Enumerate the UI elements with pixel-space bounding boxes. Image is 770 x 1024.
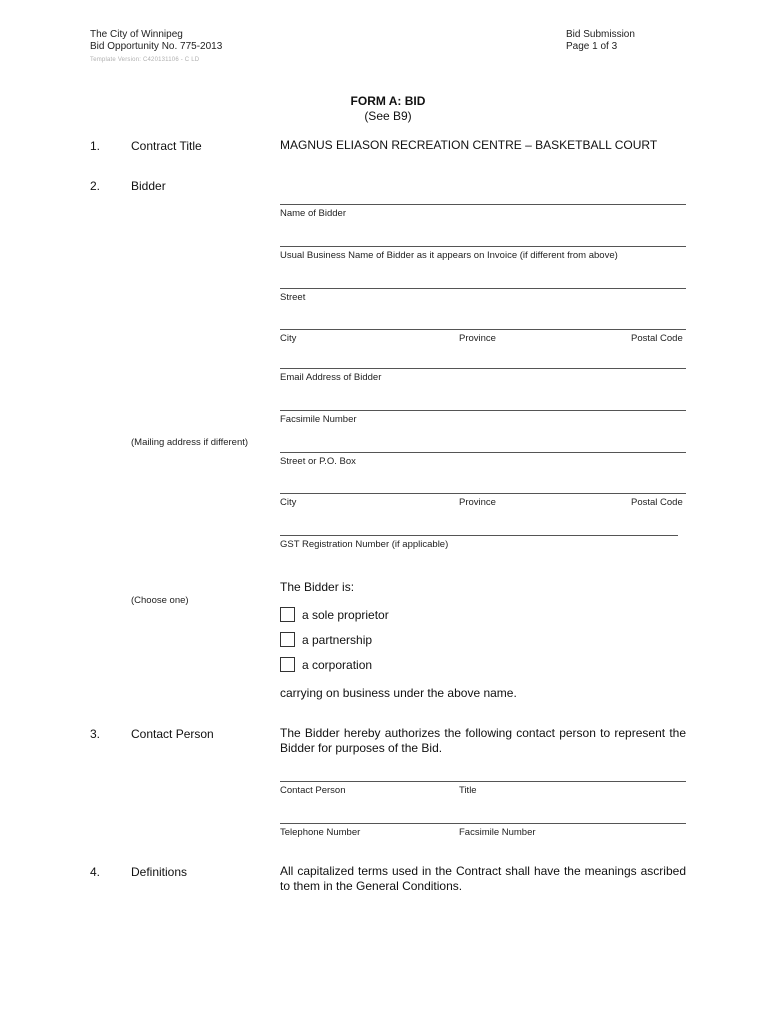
street-caption: Street <box>280 292 306 303</box>
sole-proprietor-label: a sole proprietor <box>302 608 389 622</box>
corporation-label: a corporation <box>302 658 373 672</box>
mail-street-field[interactable] <box>280 452 686 453</box>
mail-postal-code-caption: Postal Code <box>631 497 683 508</box>
carrying-on-text: carrying on business under the above name. <box>280 686 517 700</box>
fax-caption: Facsimile Number <box>280 414 357 425</box>
form-subtitle: (See B9) <box>364 109 412 123</box>
partnership-label: a partnership <box>302 633 373 647</box>
city-caption: City <box>280 333 297 344</box>
mail-city-caption: City <box>280 497 297 508</box>
email-caption: Email Address of Bidder <box>280 372 382 383</box>
section-1-label: Contract Title <box>131 139 202 153</box>
contact-person-text: The Bidder hereby authorizes the following contact person to represent the Bidder for purposes of the Bid. <box>280 726 686 755</box>
contact-fax-caption: Facsimile Number <box>459 827 536 838</box>
section-1-number: 1. <box>90 139 101 153</box>
section-3-number: 3. <box>90 727 101 741</box>
section-2-label: Bidder <box>131 179 166 193</box>
header-city: The City of Winnipeg <box>90 29 183 40</box>
partnership-checkbox[interactable] <box>280 632 295 647</box>
gst-number-field[interactable] <box>280 535 678 536</box>
sole-proprietor-checkbox[interactable] <box>280 607 295 622</box>
section-4-number: 4. <box>90 865 101 879</box>
header-bid-opportunity: Bid Opportunity No. 775-2013 <box>90 41 223 52</box>
title-caption: Title <box>459 785 477 796</box>
contact-person-caption: Contact Person <box>280 785 346 796</box>
bidder-is-label: The Bidder is: <box>280 580 355 594</box>
definitions-text: All capitalized terms used in the Contract shall have the meanings ascribed to them in the General Conditions. <box>280 864 686 893</box>
mail-province-caption: Province <box>459 497 496 508</box>
business-name-caption: Usual Business Name of Bidder as it appears on Invoice (if different from above) <box>280 250 618 261</box>
header-template-version: Template Version: C420131106 - C LD <box>90 57 200 63</box>
gst-caption: GST Registration Number (if applicable) <box>280 539 449 550</box>
city-province-postal-field[interactable] <box>280 329 686 330</box>
postal-code-caption: Postal Code <box>631 333 683 344</box>
header-page-number: Page 1 of 3 <box>566 41 618 52</box>
email-field[interactable] <box>280 368 686 369</box>
contact-person-field[interactable] <box>280 781 686 782</box>
fax-field[interactable] <box>280 410 686 411</box>
contract-title-value: MAGNUS ELIASON RECREATION CENTRE – BASKETBALL COURT <box>280 138 658 152</box>
business-name-field[interactable] <box>280 246 686 247</box>
section-4-label: Definitions <box>131 865 188 879</box>
form-title: FORM A: BID <box>350 94 426 108</box>
province-caption: Province <box>459 333 496 344</box>
mail-street-caption: Street or P.O. Box <box>280 456 356 467</box>
section-3-label: Contact Person <box>131 727 214 741</box>
corporation-checkbox[interactable] <box>280 657 295 672</box>
mail-city-province-postal-field[interactable] <box>280 493 686 494</box>
choose-one-note: (Choose one) <box>131 595 189 606</box>
header-bid-submission: Bid Submission <box>566 29 635 40</box>
telephone-caption: Telephone Number <box>280 827 361 838</box>
name-of-bidder-field[interactable] <box>280 204 686 205</box>
street-field[interactable] <box>280 288 686 289</box>
mailing-address-note: (Mailing address if different) <box>131 437 249 448</box>
name-of-bidder-caption: Name of Bidder <box>280 208 347 219</box>
telephone-fax-field[interactable] <box>280 823 686 824</box>
section-2-number: 2. <box>90 179 101 193</box>
